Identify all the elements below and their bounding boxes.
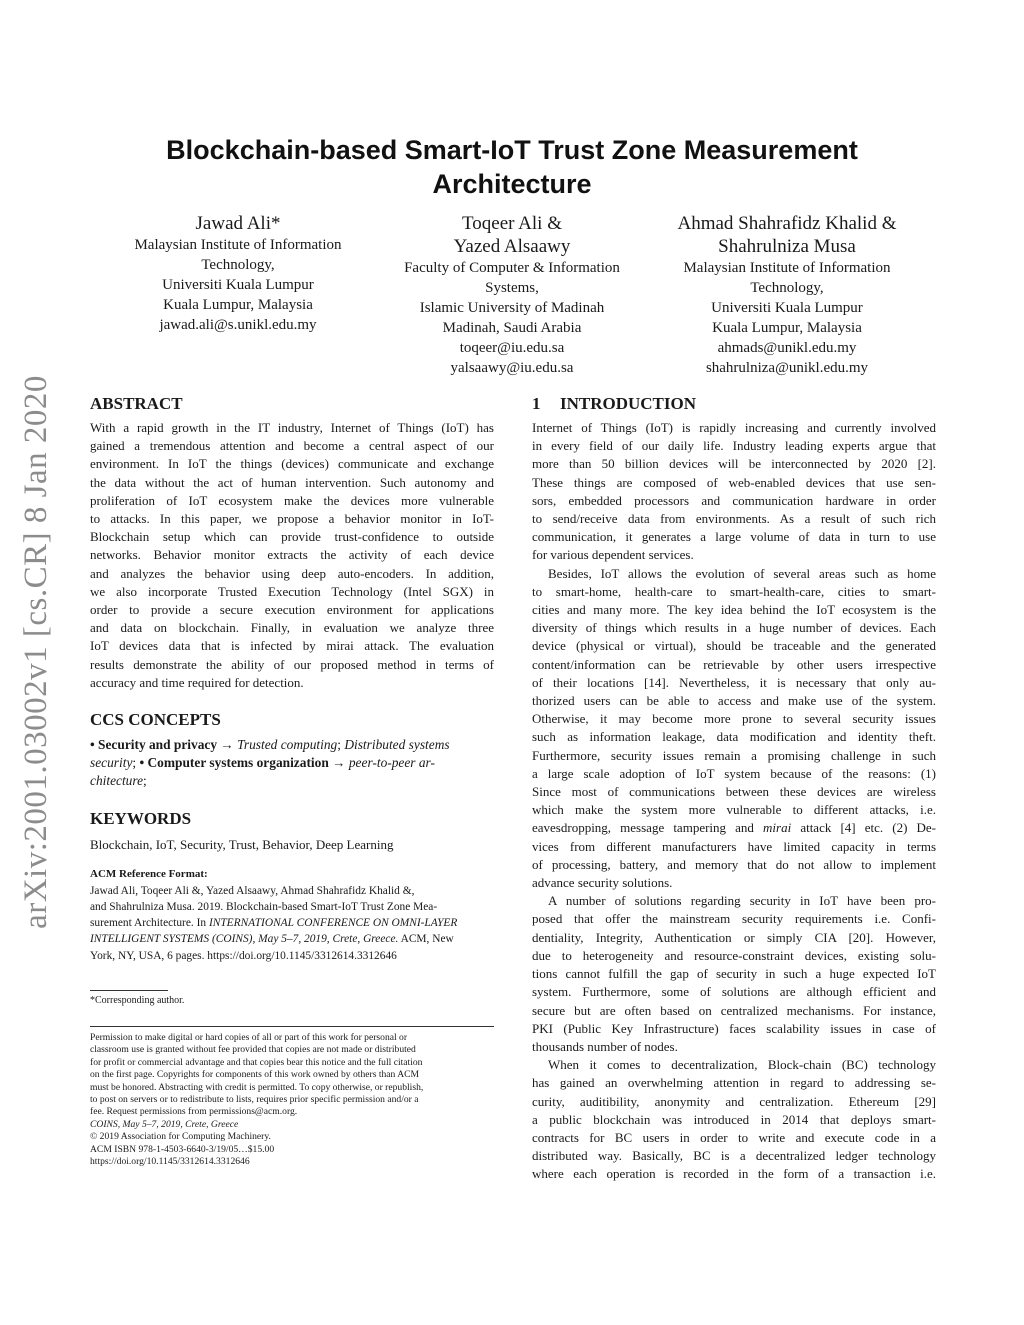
intro-line: has gained an overwhelming attention in regard to addressing se- [532, 1075, 936, 1091]
author-affiliation-line: Faculty of Computer & Information [404, 260, 620, 276]
author-name: Shahrulniza Musa [718, 236, 856, 257]
reference-format-heading: ACM Reference Format: [90, 867, 208, 880]
permission-line: on the first page. Copyrights for components of this work owned by others than ACM [90, 1069, 420, 1081]
author-affiliation-line: Technology, [201, 257, 275, 273]
reference-line: Jawad Ali, Toqeer Ali &, Yazed Alsaawy, Ahmad Shahrafidz Khalid &, [90, 884, 415, 897]
intro-line: These things are composed of web-enabled devices that use sen- [532, 474, 936, 490]
intro-line: A number of solutions regarding security in IoT have been pro- [548, 893, 936, 909]
abstract-line: and analyzes the behavior using deep auto-encoders. In addition, [90, 565, 494, 581]
intro-line: Since most of communications between these devices are wireless [532, 784, 936, 800]
intro-line: system. Furthermore, some of solutions are although efficient and [532, 984, 936, 1000]
intro-line: thousands number of nodes. [532, 1038, 678, 1054]
intro-line: in every field of our daily life. Industry leading experts argue that [532, 438, 936, 454]
ccs-term: chitecture [90, 773, 144, 789]
permission-line: Permission to make digital or hard copies of all or part of this work for personal or [90, 1031, 408, 1043]
intro-line: of processing, battery, and memory that do not allow to implement [532, 856, 936, 872]
right-column [532, 393, 936, 1184]
intro-line: to send/receive data from environments. As a result of such rich [532, 511, 936, 527]
ccs-term: Trusted computing [237, 737, 338, 753]
reference-venue: INTELLIGENT SYSTEMS (COINS), May 5–7, 2019, Crete, Greece. [90, 933, 399, 946]
reference-line: and Shahrulniza Musa. 2019. Blockchain-based Smart-IoT Trust Zone Mea- [90, 901, 438, 914]
isbn-line: ACM ISBN 978-1-4503-6640-3/19/05…$15.00 [90, 1143, 275, 1155]
author-name: Ahmad Shahrafidz Khalid & [677, 213, 897, 234]
footnote-rule [90, 990, 168, 991]
reference-segment: ACM, New [398, 933, 454, 946]
intro-line: vices from different manufacturers have limited capacity in terms [532, 838, 936, 854]
arrow-glyph: → [217, 737, 238, 753]
ccs-heading: CCS CONCEPTS [90, 710, 221, 730]
separator: ; [337, 737, 345, 753]
intro-line: Besides, IoT allows the evolution of several areas such as home [548, 565, 936, 581]
keywords-heading: KEYWORDS [90, 808, 192, 828]
arrow-glyph: → [328, 755, 349, 771]
author-affiliation-line: Systems, [485, 280, 539, 296]
copyright-line: © 2019 Association for Computing Machinery. [90, 1131, 271, 1143]
abstract-line: results demonstrate the ability of our proposed method in terms of [90, 656, 494, 672]
intro-line: When it comes to decentralization, Block-chain (BC) technology [548, 1057, 936, 1073]
author-affiliation-line: Kuala Lumpur, Malaysia [712, 320, 862, 336]
intro-line [532, 819, 936, 837]
intro-line: tions cannot fulfill the gap of security in such a huge expected IoT [532, 966, 936, 982]
author-block [380, 212, 644, 378]
abstract-line: Blockchain setup which can provide trust-confidence to outside [90, 529, 494, 545]
paper-title [140, 133, 884, 201]
author-name: Yazed Alsaawy [453, 236, 571, 257]
author-affiliation-line: Kuala Lumpur, Malaysia [163, 297, 313, 313]
reference-venue: INTERNATIONAL CONFERENCE ON OMNI-LAYER [208, 917, 458, 930]
intro-line: sors, embedded processors and communication hardware in order [532, 492, 936, 508]
footnote-block [90, 990, 494, 1008]
intro-line: of their locations [14]. Nevertheless, it is necessary that only au- [532, 674, 936, 690]
author-affiliation-line: Islamic University of Madinah [419, 300, 605, 316]
intro-line: Furthermore, security issues remain a promising challenge in such [532, 747, 936, 763]
intro-line: secure but are often based on centralized mechanisms. For instance, [532, 1002, 936, 1018]
abstract-line: the data without the act of human intervention. Such autonomy and [90, 474, 494, 490]
footnote-text: *Corresponding author. [90, 994, 185, 1006]
keywords-text: Blockchain, IoT, Security, Trust, Behavior, Deep Learning [90, 836, 394, 852]
intro-line: contracts for BC users in order to write and execute code in a [532, 1129, 936, 1145]
abstract-heading: ABSTRACT [90, 394, 183, 413]
ccs-line [90, 772, 494, 790]
arxiv-stamp: arXiv:2001.03002v1 [cs.CR] 8 Jan 2020 [18, 375, 54, 929]
author-affiliation-line: Malaysian Institute of Information [134, 237, 342, 253]
intro-line: communication, it generates a large volume of data in turn to use [532, 529, 936, 545]
author-affiliation-line: Universiti Kuala Lumpur [162, 277, 314, 293]
intro-line: a large scale adoption of IoT system because of the reasons: (1) [532, 765, 936, 781]
author-affiliation-line: Universiti Kuala Lumpur [711, 300, 863, 316]
permission-line: must be honored. Abstracting with credit is permitted. To copy otherwise, or republish, [90, 1081, 424, 1093]
abstract-line: gained a tremendous attention and become a central aspect of our [90, 438, 494, 454]
separator: ; [132, 755, 140, 771]
abstract-line: order to provide a secure execution environment for applications [90, 602, 494, 618]
reference-format-text [90, 883, 494, 964]
intro-line: more than 50 billion devices will be interconnected by 2020 [2]. [532, 456, 936, 472]
intro-line: such as information leakage, data modification and identity theft. [532, 729, 936, 745]
author-block [650, 212, 924, 378]
permission-line: fee. Request permissions from permissions@acm.org. [90, 1106, 298, 1118]
permission-rule [90, 1026, 494, 1027]
ccs-term: • Security and privacy [90, 737, 218, 753]
permission-block [90, 1026, 494, 1168]
intro-line: for various dependent services. [532, 547, 694, 563]
permission-line: for profit or commercial advantage and that copies bear this notice and the full citation [90, 1056, 423, 1068]
intro-line: where each operation is recorded in the form of a transaction i.e. [532, 1166, 936, 1182]
abstract-line: and data on blockchain. Finally, in evaluation we analyze three [90, 620, 494, 636]
ccs-term: peer-to-peer ar- [348, 755, 435, 771]
intro-line: cities and many more. The key idea behind the IoT ecosystem is the [532, 602, 936, 618]
author-email[interactable]: ahmads@unikl.edu.my [717, 340, 857, 356]
intro-line: PKI (Public Key Infrastructure) faces scalability issues in case of [532, 1020, 936, 1036]
intro-emphasis: mirai [763, 820, 792, 836]
author-affiliation-line: Malaysian Institute of Information [683, 260, 891, 276]
author-email[interactable]: toqeer@iu.edu.sa [459, 340, 565, 356]
abstract-line: IoT devices data that is infected by mirai attack. The evaluation [90, 638, 494, 654]
intro-line: advance security solutions. [532, 875, 673, 891]
intro-line: diversity of things which results in a huge number of devices. Each [532, 620, 936, 636]
abstract-text [90, 419, 494, 692]
doi-link[interactable]: https://doi.org/10.1145/3312614.3312646 [90, 1155, 250, 1167]
reference-line [90, 931, 494, 947]
abstract-line: accuracy and time required for detection. [90, 674, 304, 690]
permission-line: to post on servers or to redistribute to lists, requires prior specific permission and/or a [90, 1093, 419, 1105]
introduction-text [532, 419, 936, 1184]
intro-line: due to heterogeneity and resource-constraint devices, existing solu- [532, 947, 936, 963]
ccs-line [90, 754, 494, 772]
intro-segment: eavesdropping, message tampering and [532, 820, 764, 836]
intro-line: Internet of Things (IoT) is rapidly increasing and currently involved [532, 420, 936, 435]
reference-line[interactable]: York, NY, USA, 6 pages. https://doi.org/10.1145/3312614.3312646 [90, 949, 397, 962]
intro-segment: attack [4] etc. (2) De- [791, 820, 936, 836]
author-affiliation-line: Madinah, Saudi Arabia [442, 320, 582, 336]
abstract-line: With a rapid growth in the IT industry, Internet of Things (IoT) has [90, 420, 494, 435]
permission-text [90, 1032, 494, 1168]
intro-line: which make the system more vulnerable to different attacks, i.e. [532, 802, 936, 818]
abstract-line: networks. Behavior monitor extracts the activity of each device [90, 547, 494, 563]
intro-line: to smart-home, health-care to smart-health-care, cities to smart- [532, 583, 936, 599]
reference-line [90, 915, 494, 931]
abstract-line: to attacks. In this paper, we propose a behavior monitor in IoT- [90, 511, 494, 527]
separator: ; [143, 773, 147, 789]
title-line: Architecture [432, 169, 592, 199]
intro-line: curity, auditibility, anonymity and centralization. Ethereum [29] [532, 1093, 936, 1109]
venue-line: COINS, May 5–7, 2019, Crete, Greece [90, 1118, 239, 1130]
ccs-term: • Computer systems organization [139, 755, 329, 771]
section-heading-introduction [532, 393, 936, 415]
author-name: Jawad Ali* [195, 213, 281, 234]
ccs-term: Distributed systems [344, 737, 450, 753]
left-column [90, 393, 494, 1168]
permission-line: classroom use is granted without fee provided that copies are not made or distributed [90, 1044, 416, 1056]
reference-segment: surement Architecture. In [90, 917, 209, 930]
abstract-line: proliferation of IoT ecosystem make the devices more vulnerable [90, 492, 494, 508]
section-title: INTRODUCTION [560, 394, 697, 413]
author-email[interactable]: yalsaawy@iu.edu.sa [450, 360, 574, 376]
abstract-line: we also incorporate Trusted Execution Technology (Intel SGX) in [90, 583, 494, 599]
ccs-line [90, 736, 494, 754]
section-number: 1 [532, 394, 541, 413]
intro-line: Otherwise, it may become more prone to several security issues [532, 711, 936, 727]
intro-line: distributed way. Basically, BC is a decentralized ledger technology [532, 1148, 936, 1164]
intro-line: content/information can be retrievable by other users irrespective [532, 656, 936, 672]
author-email[interactable]: shahrulniza@unikl.edu.my [705, 360, 869, 376]
title-line: Blockchain-based Smart-IoT Trust Zone Measurement [166, 135, 858, 165]
abstract-line: environment. In IoT the things (devices) communicate and exchange [90, 456, 494, 472]
ccs-term: security [90, 755, 133, 771]
author-affiliation-line: Technology, [750, 280, 824, 296]
ccs-concepts [90, 736, 494, 791]
intro-line: thorized users can be able to access and make use of the system. [532, 693, 936, 709]
intro-line: posed that offer the mainstream security requirements i.e. Confi- [532, 911, 936, 927]
author-email[interactable]: jawad.ali@s.unikl.edu.my [159, 317, 317, 333]
intro-line: device (physical or virtual), should be traceable and the generated [532, 638, 936, 654]
author-block [100, 212, 376, 335]
author-name: Toqeer Ali & [462, 213, 562, 234]
intro-line: dentiality, Integrity, Authentication or simply CIA [20]. However, [532, 929, 936, 945]
intro-line: a public blockchain was introduced in 2014 that deploys smart- [532, 1111, 936, 1127]
